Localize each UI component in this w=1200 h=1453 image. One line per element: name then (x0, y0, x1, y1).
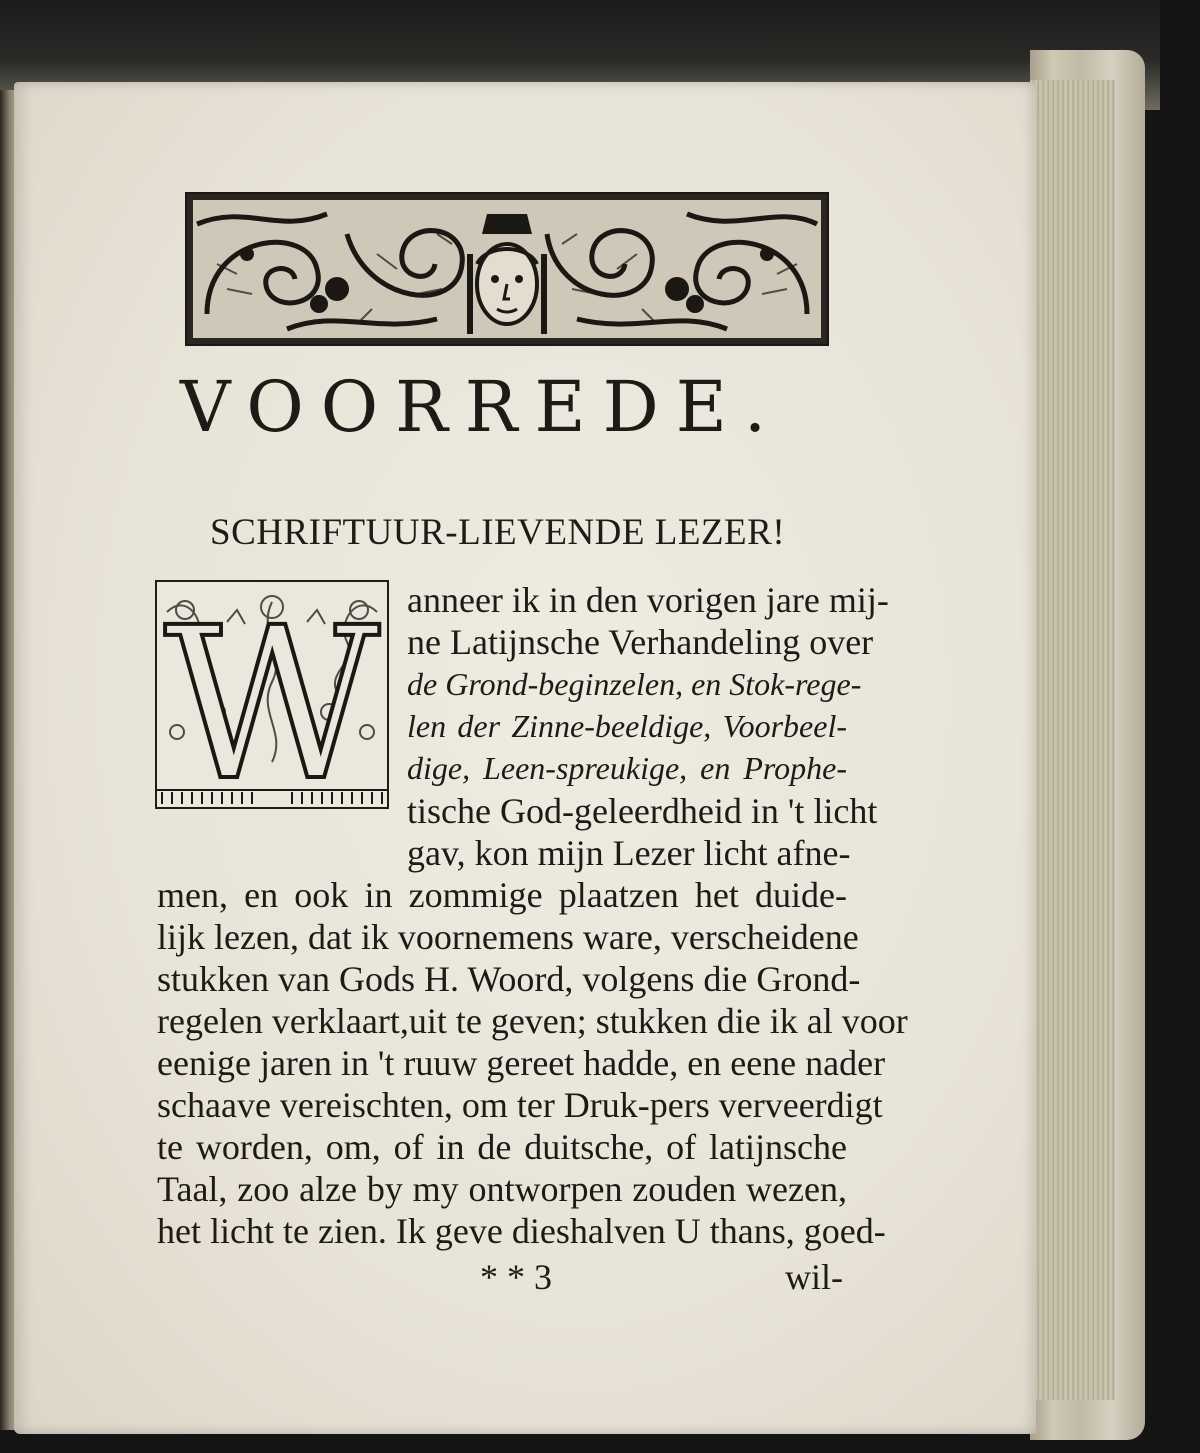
text-line: regelen verklaart,uit te geven; stukken die ik al voor (157, 1001, 908, 1041)
salutation-heading: SCHRIFTUUR-LIEVENDE LEZER! (210, 512, 786, 553)
catchword: wil- (785, 1257, 843, 1297)
text-line: Taal, zoo alze by my ontworpen zouden wezen, (157, 1169, 847, 1209)
text-line: lijk lezen, dat ik voornemens ware, verscheidene (157, 917, 859, 957)
text-line: men, en ook in zommige plaatzen het duide- (157, 875, 847, 915)
text-line: eenige jaren in 't ruuw gereet hadde, en eene nader (157, 1043, 886, 1083)
text-line: len der Zinne-beeldige, Voorbeel- (407, 708, 847, 744)
text-line-content: ne Latijnsche Verhandeling over (407, 622, 874, 662)
text-line (407, 620, 874, 664)
text-line: gav, kon mijn Lezer licht afne- (407, 833, 851, 873)
text-line: te worden, om, of in de duitsche, of latijnsche (157, 1127, 847, 1167)
ornamental-headpiece (185, 192, 829, 346)
text-line: dige, Leen-spreukige, en Prophe- (407, 750, 847, 786)
text-line: stukken van Gods H. Woord, volgens die Grond- (157, 959, 861, 999)
text-line: anneer ik in den vorigen jare mij- (407, 580, 889, 620)
text-line: het licht te zien. Ik geve dieshalven U thans, goed- (157, 1211, 886, 1251)
text-line: schaave vereischten, om ter Druk-pers verveerdigt (157, 1085, 883, 1125)
signature-mark: * * 3 (480, 1257, 552, 1297)
decorated-initial (155, 580, 389, 809)
page-title: VOORREDE. (180, 366, 784, 448)
text-line: tische God-geleerdheid in 't licht (407, 791, 878, 831)
page-block-edges (1030, 80, 1115, 1400)
svg-text:W: W (164, 582, 380, 807)
text-line: de Grond-beginzelen, en Stok-rege- (407, 666, 862, 702)
